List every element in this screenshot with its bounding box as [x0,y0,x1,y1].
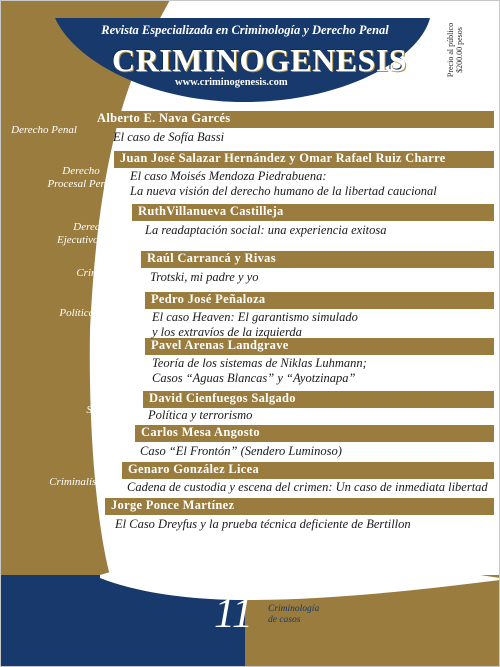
article-title: El caso de Sofía Bassi [113,130,225,144]
section-label: Derecho Ejecutivo Penal [57,221,127,246]
article-author: Carlos Mesa Angosto [141,425,260,439]
section-label: Seguridad [86,404,132,416]
price-line-1: Precio al público [446,22,455,78]
price-line-2: $200.00 pesos [455,27,464,73]
section-label: Política Criminal [59,307,137,319]
article-title: El Caso Dreyfus y la prueba técnica deficiente de Bertillon [115,517,411,531]
article-title: Cadena de custodia y escena del crimen: Un caso de inmediata libertad [127,480,488,494]
masthead-title: CRIMINOGENESIS [112,42,408,78]
section-label: Criminología [76,267,136,279]
article-author: Jorge Ponce Martínez [111,498,235,512]
article-author: Pavel Arenas Landgrave [151,338,289,352]
series-name: Criminología de casos [268,604,320,625]
article-title: La readaptación social: una experiencia exitosa [145,223,387,237]
section-label: Derecho Penal [11,124,77,136]
price-label [446,10,470,90]
article-title: El caso Heaven: El garantismo simulado y los extravíos de la izquierda [152,310,358,339]
section-label: Criminalística [49,476,113,488]
article-title: Caso “El Frontón” (Sendero Luminoso) [140,444,342,458]
article-author: Genaro González Licea [128,462,260,476]
article-title: Teoría de los sistemas de Niklas Luhmann; Casos “Aguas Blancas” y “Ayotzinapa” [152,356,367,385]
section-label: Derecho Procesal Penal [47,165,115,190]
article-title: Trotski, mi padre y yo [150,270,259,284]
issue-number: 11 [214,591,253,637]
article-author: Pedro José Peñaloza [151,292,266,306]
article-author: RuthVillanueva Castilleja [138,204,284,218]
article-author: David Cienfuegos Salgado [149,391,296,405]
article-title: El caso Moisés Mendoza Piedrabuena: La nueva visión del derecho humano de la libertad caucional [130,169,437,198]
website-url: www.criminogenesis.com [175,77,288,88]
article-title: Política y terrorismo [148,408,253,422]
header-tagline: Revista Especializada en Criminología y Derecho Penal [101,23,389,37]
article-author: Juan José Salazar Hernández y Omar Rafael Ruiz Charre [120,151,446,165]
article-author: Alberto E. Nava Garcés [97,111,231,125]
article-author: Raúl Carrancá y Rivas [147,251,276,265]
